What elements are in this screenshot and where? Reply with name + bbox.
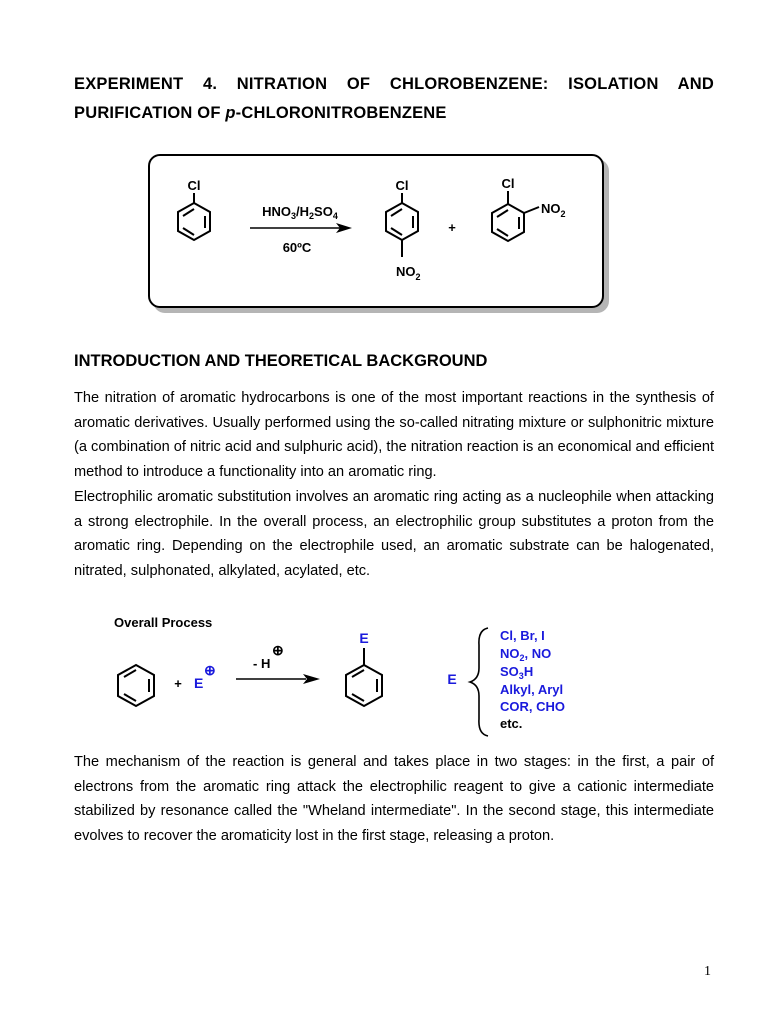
para-product-cl-label: Cl [395,178,409,193]
reactant-cl-label: Cl [187,178,201,193]
document-title [74,70,714,128]
condition-label: 60ºC [282,240,312,255]
overall-plus-sign: + [174,676,182,691]
overall-arrow [236,674,320,684]
intro-sentence-1: The nitration of aromatic hydrocarbons is one of the most important reactions in the synthesis of aromatic derivatives. Usually performed using the so-called nitrating mixture or sulphonitric mixture (a combination of nitric acid and sulphuric acid), the nitration reaction is an economical and efficient method to introduce a functionality into an aromatic ring. [74,390,714,481]
options-brace [470,628,488,736]
overall-process-heading: Overall Process [114,615,213,630]
electrophile-options-list [500,628,565,731]
option-etc: etc. [500,716,523,731]
option-acyl: COR, CHO [500,699,565,714]
option-nitro: $NO_2$, NO [500,646,552,663]
title-line-1: EXPERIMENT 4. NITRATION OF CHLOROBENZENE: ISOLATION AND [74,75,714,93]
products-plus-sign: + [448,220,456,235]
intro-sentence-2: Electrophilic aromatic substitution involves an aromatic ring acting as a nucleophile when attacking a strong electrophile. In the overall process, an electrophilic group substitutes a proton from the aromatic ring. Depending on the electrophile used, an aromatic substrate can be halogenated, nitrated, sulphonated, alkylated, acylated, etc. [74,488,714,579]
proton-charge-icon: ⊕ [272,642,284,658]
ortho-product-no2-label: $NO_2$ [541,201,566,219]
variable-e-label: E [447,671,457,687]
page-number: 1 [704,964,711,979]
reagent-label: $HNO_3/H_2SO_4$ [262,204,338,221]
intro-paragraph [74,386,714,584]
product-e-label: E [359,630,369,646]
reaction-scheme-box [148,154,604,308]
section-heading: INTRODUCTION AND THEORETICAL BACKGROUND [74,352,488,370]
substituted-benzene-structure [346,648,382,706]
electrophile-charge-icon: ⊕ [204,662,216,678]
option-alkyl-aryl: Alkyl, Aryl [500,682,564,697]
title-line-2: PURIFICATION OF p-CHLORONITROBENZENE [74,104,447,122]
mechanism-paragraph: The mechanism of the reaction is general and takes place in two stages: in the first, a pair of electrons from the aromatic ring attack the electrophilic reagent to give a cationic intermediate stabilized by resonance called the "Wheland intermediate". In the second stage, this intermediate evolves to recover the aromaticity lost in the first stage, releasing a proton. [74,754,714,845]
leaving-proton-label: - H [253,656,271,671]
benzene-structure [118,665,154,706]
option-sulfonyl: $SO_3H$ [500,664,534,681]
ortho-product-cl-label: Cl [501,176,515,191]
para-product-no2-label: $NO_2$ [396,264,421,282]
electrophile-label: E [194,675,204,691]
option-halogens: Cl, Br, I [500,628,545,643]
